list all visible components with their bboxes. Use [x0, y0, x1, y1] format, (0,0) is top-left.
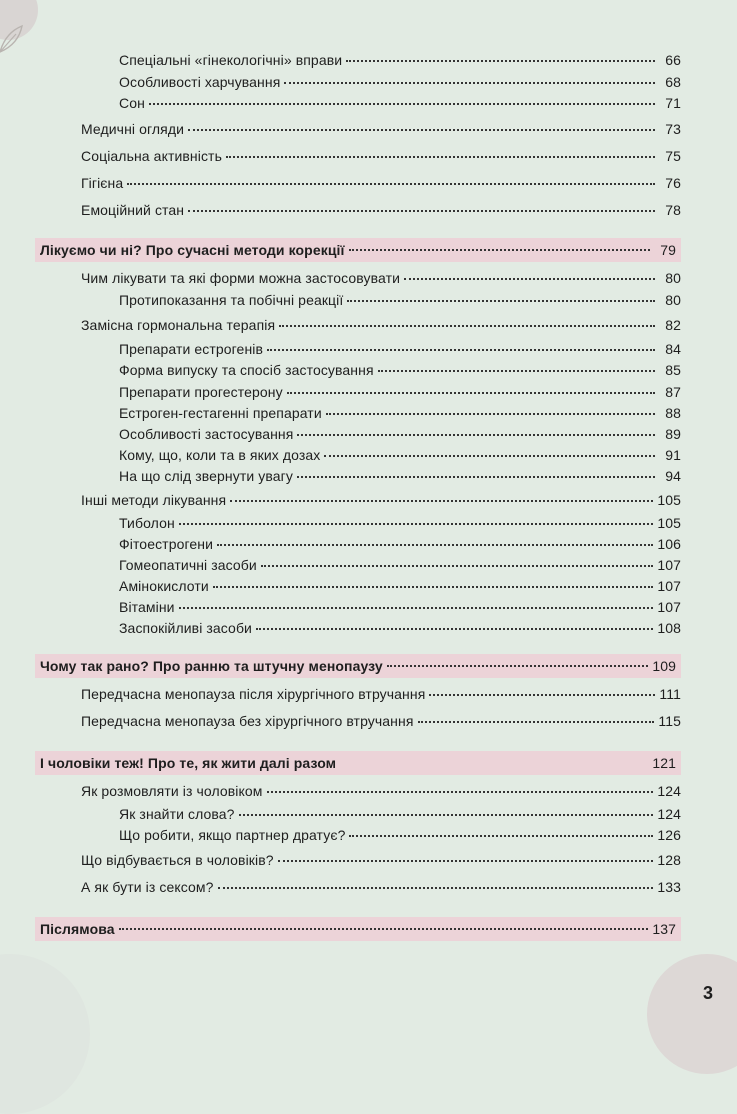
leader-dots	[287, 392, 655, 394]
toc-entry[interactable]	[35, 536, 681, 552]
toc-entry-page: 68	[665, 74, 681, 90]
toc-section-title: І чоловіки теж! Про те, як жити далі разом	[40, 755, 337, 771]
toc-entry-page: 82	[665, 317, 681, 333]
toc-entry-title: Медичні огляди	[81, 121, 185, 137]
toc-entry-title: Особливості застосування	[119, 426, 294, 442]
leader-dots	[346, 60, 655, 62]
toc-entry[interactable]	[35, 879, 681, 895]
leader-dots	[230, 500, 653, 502]
toc-entry-page: 84	[665, 341, 681, 357]
toc-entry-title: Передчасна менопауза без хірургічного втручання	[81, 713, 414, 729]
leader-dots	[217, 544, 653, 546]
toc-entry-title: Замісна гормональна терапія	[81, 317, 276, 333]
toc-entry-title: Фітоестрогени	[119, 536, 214, 552]
leader-dots	[179, 607, 654, 609]
toc-section-heading[interactable]	[35, 917, 681, 941]
leader-dots	[418, 721, 655, 723]
toc-entry-page: 106	[657, 536, 681, 552]
toc-section-title: Чому так рано? Про ранню та штучну менопаузу	[40, 658, 383, 674]
toc-entry[interactable]	[35, 148, 681, 164]
toc-entry[interactable]	[35, 827, 681, 843]
toc-entry-title: Передчасна менопауза після хірургічного втручання	[81, 686, 426, 702]
toc-entry[interactable]	[35, 713, 681, 729]
leader-dots	[188, 129, 655, 131]
leader-dots	[278, 860, 654, 862]
toc-entry-title: Препарати прогестерону	[119, 384, 283, 400]
leader-dots	[349, 835, 653, 837]
leader-dots	[284, 82, 655, 84]
toc-entry-title: Сон	[119, 95, 145, 111]
page-number: 3	[702, 983, 713, 1003]
leader-dots	[297, 434, 655, 436]
toc-entry-page: 107	[657, 599, 681, 615]
toc-entry-title: Вітаміни	[119, 599, 175, 615]
toc-entry-page: 89	[665, 426, 681, 442]
toc-entry[interactable]	[35, 95, 681, 111]
toc-entry-page: 78	[665, 202, 681, 218]
leader-dots	[127, 183, 655, 185]
leader-dots	[347, 300, 655, 302]
toc-entry[interactable]	[35, 515, 681, 531]
toc-section-page: 109	[652, 658, 676, 674]
corner-decoration-bottom-right	[647, 954, 737, 1074]
toc-section-title: Лікуємо чи ні? Про сучасні методи корекції	[40, 242, 345, 258]
toc-entry-page: 88	[665, 405, 681, 421]
toc-entry[interactable]	[35, 578, 681, 594]
toc-entry-title: Протипоказання та побічні реакції	[119, 292, 344, 308]
leader-dots	[378, 370, 655, 372]
toc-entry[interactable]	[35, 317, 681, 333]
toc-entry[interactable]	[35, 620, 681, 636]
toc-entry-page: 133	[657, 879, 681, 895]
toc-section-page: 79	[660, 242, 676, 258]
toc-entry-page: 107	[657, 578, 681, 594]
toc-entry[interactable]	[35, 362, 681, 378]
toc-entry[interactable]	[35, 599, 681, 615]
toc-entry-page: 124	[657, 806, 681, 822]
toc-entry-title: Спеціальні «гінекологічні» вправи	[119, 52, 343, 68]
toc-entry-page: 91	[665, 447, 681, 463]
toc-entry-title: Гігієна	[81, 175, 124, 191]
toc-entry[interactable]	[35, 468, 681, 484]
toc-entry-title: Що відбувається в чоловіків?	[81, 852, 274, 868]
toc-entry-page: 128	[657, 852, 681, 868]
toc-section-page: 121	[652, 755, 676, 771]
toc-entry-title: Як розмовляти із чоловіком	[81, 783, 263, 799]
toc-entry[interactable]	[35, 292, 681, 308]
toc-entry-page: 66	[665, 52, 681, 68]
toc-section-heading[interactable]	[35, 238, 681, 262]
toc-entry-title: Кому, що, коли та в яких дозах	[119, 447, 321, 463]
leader-dots	[279, 325, 655, 327]
toc-entry-title: А як бути із сексом?	[81, 879, 214, 895]
toc-entry[interactable]	[35, 447, 681, 463]
leader-dots	[404, 278, 655, 280]
toc-section-heading[interactable]	[35, 751, 681, 775]
leader-dots	[188, 210, 655, 212]
toc-entry-title: Особливості харчування	[119, 74, 281, 90]
toc-entry-page: 80	[665, 270, 681, 286]
toc-entry-title: Препарати естрогенів	[119, 341, 264, 357]
toc-entry[interactable]	[35, 384, 681, 400]
toc-entry[interactable]	[35, 74, 681, 90]
toc-entry[interactable]	[35, 492, 681, 508]
toc-entry[interactable]	[35, 426, 681, 442]
leader-dots	[267, 791, 654, 793]
toc-entry-page: 105	[657, 492, 681, 508]
toc-entry-page: 80	[665, 292, 681, 308]
toc-entry[interactable]	[35, 852, 681, 868]
toc-section-heading[interactable]	[35, 654, 681, 678]
toc-entry-page: 85	[665, 362, 681, 378]
leaf-icon	[0, 22, 24, 54]
leader-dots	[297, 476, 655, 478]
toc-entry[interactable]	[35, 806, 681, 822]
leader-dots	[179, 523, 654, 525]
leader-dots	[256, 628, 653, 630]
toc-entry-title: Як знайти слова?	[119, 806, 235, 822]
toc-entry-page: 87	[665, 384, 681, 400]
toc-entry-page: 124	[657, 783, 681, 799]
leader-dots	[429, 694, 655, 696]
toc-entry[interactable]	[35, 121, 681, 137]
toc-entry-page: 71	[665, 95, 681, 111]
leader-dots	[387, 665, 649, 667]
toc-entry-title: Інші методи лікування	[81, 492, 227, 508]
toc-entry-page: 76	[665, 175, 681, 191]
toc-entry[interactable]	[35, 270, 681, 286]
toc-entry-title: Соціальна активність	[81, 148, 222, 164]
leader-dots	[326, 413, 655, 415]
toc-entry-title: Амінокислоти	[119, 578, 209, 594]
leader-dots	[218, 887, 654, 889]
toc-entry-page: 107	[657, 557, 681, 573]
toc-entry[interactable]	[35, 686, 681, 702]
toc-entry-title: Чим лікувати та які форми можна застосовувати	[81, 270, 401, 286]
toc-section-title: Післямова	[40, 921, 115, 937]
leader-dots	[149, 103, 655, 105]
toc-entry[interactable]	[35, 202, 681, 218]
leader-dots	[267, 349, 655, 351]
leader-dots	[226, 156, 655, 158]
toc-entry-page: 111	[659, 686, 681, 702]
toc-entry-title: Емоційний стан	[81, 202, 185, 218]
leader-dots	[119, 928, 649, 930]
toc-entry-page: 75	[665, 148, 681, 164]
toc-entry-page: 105	[657, 515, 681, 531]
toc-entry-page: 73	[665, 121, 681, 137]
toc-entry-page: 94	[665, 468, 681, 484]
toc-entry-title: Що робити, якщо партнер дратує?	[119, 827, 346, 843]
leader-dots	[239, 814, 654, 816]
toc-entry[interactable]	[35, 341, 681, 357]
toc-entry-title: Форма випуску та спосіб застосування	[119, 362, 374, 378]
toc-entry-title: На що слід звернути увагу	[119, 468, 293, 484]
toc-entry-title: Тиболон	[119, 515, 175, 531]
toc-section-page: 137	[652, 921, 676, 937]
toc-entry-title: Заспокійливі засоби	[119, 620, 252, 636]
corner-decoration-bottom-left	[0, 954, 90, 1114]
toc-entry-title: Естроген-гестагенні препарати	[119, 405, 322, 421]
toc-entry[interactable]	[35, 405, 681, 421]
toc-entry[interactable]	[35, 557, 681, 573]
toc-entry-page: 126	[657, 827, 681, 843]
toc-entry-title: Гомеопатичні засоби	[119, 557, 257, 573]
leader-dots	[261, 565, 653, 567]
toc-entry[interactable]	[35, 175, 681, 191]
toc-entry[interactable]	[35, 52, 681, 68]
leader-dots	[213, 586, 654, 588]
toc-entry[interactable]	[35, 783, 681, 799]
leader-dots	[349, 249, 650, 251]
toc-entry-page: 108	[657, 620, 681, 636]
toc-entry-page: 115	[658, 713, 681, 729]
leader-dots	[324, 455, 655, 457]
